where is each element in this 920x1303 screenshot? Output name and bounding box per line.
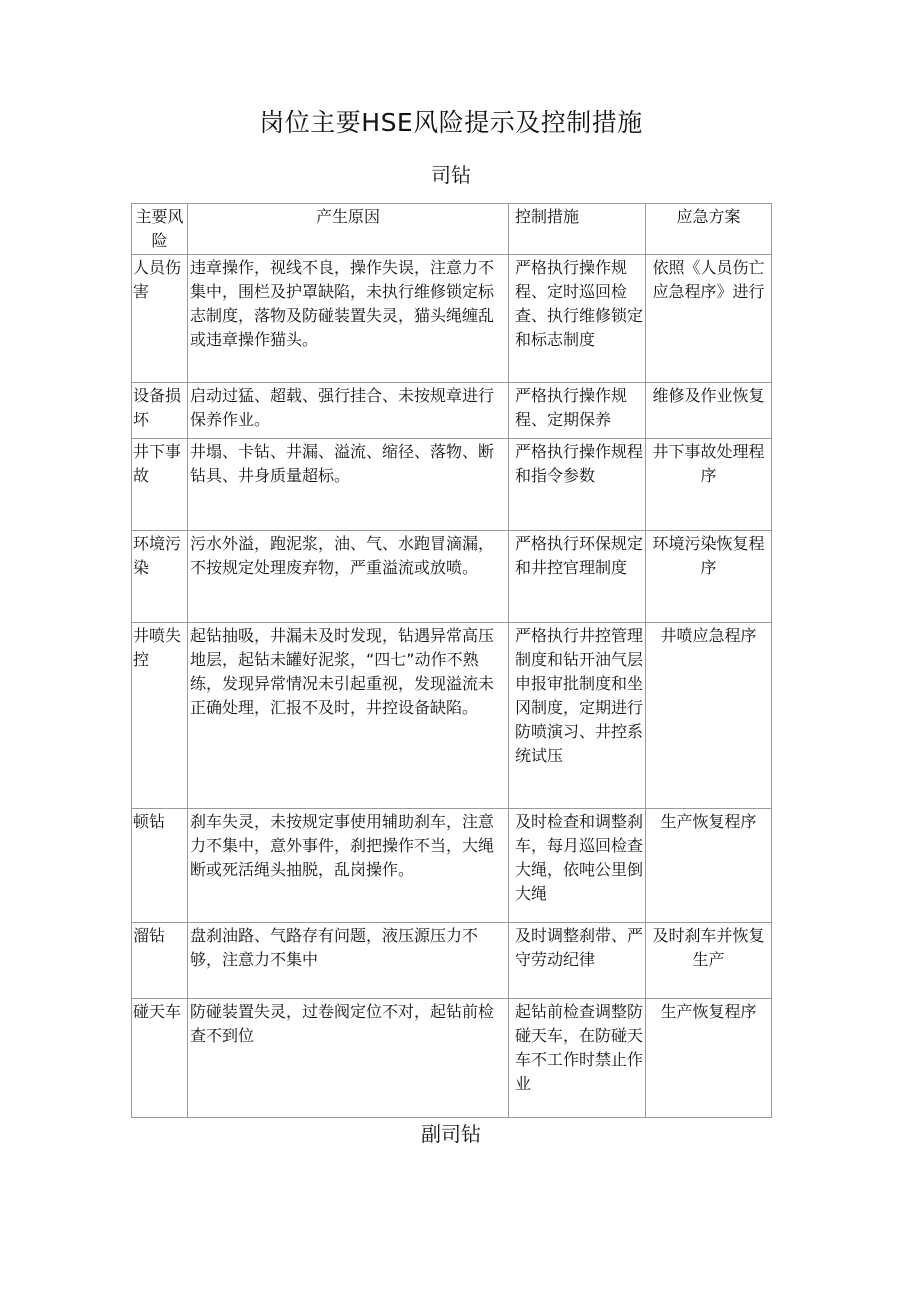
cell-plan: 及时刹车并恢复生产 xyxy=(646,923,772,999)
cell-cause: 起钻抽吸，井漏未及时发现，钻遇异常高压地层，起钻未罐好泥浆，“四七”动作不熟练，发现异常情况未引起重视，发现溢流未正确处理，汇报不及时，井控设备缺陷。 xyxy=(188,623,509,809)
table-row xyxy=(132,255,772,383)
table-row xyxy=(132,809,772,923)
cell-control: 严格执行操作规程、定期保养 xyxy=(509,383,646,439)
table-row xyxy=(132,383,772,439)
cell-plan: 井下事故处理程序 xyxy=(646,439,772,531)
header-cause: 产生原因 xyxy=(188,204,509,255)
cell-risk: 井喷失控 xyxy=(132,623,188,809)
cell-risk: 井下事故 xyxy=(132,439,188,531)
table-row xyxy=(132,531,772,623)
cell-cause: 污水外溢，跑泥浆，油、气、水跑冒滴漏，不按规定处理废弃物，严重溢流或放喷。 xyxy=(188,531,509,623)
risk-table xyxy=(131,203,772,1118)
cell-risk: 溜钻 xyxy=(132,923,188,999)
cell-cause: 防碰装置失灵，过卷阀定位不对，起钻前检查不到位 xyxy=(188,999,509,1118)
cell-control: 严格执行井控管理制度和钻开油气层申报审批制度和坐冈制度，定期进行防喷演习、井控系统试压 xyxy=(509,623,646,809)
cell-plan: 维修及作业恢复 xyxy=(646,383,772,439)
cell-control: 严格执行操作规程和指令参数 xyxy=(509,439,646,531)
cell-control: 起钻前检查调整防碰天车，在防碰天车不工作时禁止作业 xyxy=(509,999,646,1118)
cell-cause: 刹车失灵，未按规定事使用辅助刹车，注意力不集中，意外事件，刹把操作不当，大绳断或死活绳头抽脱，乱岗操作。 xyxy=(188,809,509,923)
table-header-row xyxy=(132,204,772,255)
section-title-driller: 司钻 xyxy=(431,163,471,187)
cell-control: 及时检查和调整刹车，每月巡回检查大绳，依吨公里倒大绳 xyxy=(509,809,646,923)
cell-control: 严格执行操作规程、定时巡回检查、执行维修锁定和标志制度 xyxy=(509,255,646,383)
cell-plan: 环境污染恢复程序 xyxy=(646,531,772,623)
header-plan: 应急方案 xyxy=(646,204,772,255)
header-risk: 主要风险 xyxy=(132,204,188,255)
cell-cause: 违章操作，视线不良，操作失误，注意力不集中，围栏及护罩缺陷，未执行维修锁定标志制度，落物及防碰装置失灵，猫头绳缠乱或违章操作猫头。 xyxy=(188,255,509,383)
cell-plan: 井喷应急程序 xyxy=(646,623,772,809)
cell-risk: 碰天车 xyxy=(132,999,188,1118)
cell-cause: 井塌、卡钻、井漏、溢流、缩径、落物、断钻具、井身质量超标。 xyxy=(188,439,509,531)
table-row xyxy=(132,923,772,999)
cell-risk: 人员伤害 xyxy=(132,255,188,383)
header-control: 控制措施 xyxy=(509,204,646,255)
cell-risk: 设备损坏 xyxy=(132,383,188,439)
table-row xyxy=(132,999,772,1118)
cell-cause: 启动过猛、超载、强行挂合、未按规章进行保养作业。 xyxy=(188,383,509,439)
cell-risk: 顿钻 xyxy=(132,809,188,923)
table-row xyxy=(132,623,772,809)
cell-plan: 依照《人员伤亡应急程序》进行 xyxy=(646,255,772,383)
cell-cause: 盘刹油路、气路存有问题，液压源压力不够，注意力不集中 xyxy=(188,923,509,999)
cell-plan: 生产恢复程序 xyxy=(646,999,772,1118)
page-title: 岗位主要HSE风险提示及控制措施 xyxy=(259,108,643,137)
cell-control: 及时调整刹带、严守劳动纪律 xyxy=(509,923,646,999)
section-title-assistant-driller: 副司钻 xyxy=(421,1122,481,1146)
cell-plan: 生产恢复程序 xyxy=(646,809,772,923)
cell-control: 严格执行环保规定和井控官理制度 xyxy=(509,531,646,623)
cell-risk: 环境污染 xyxy=(132,531,188,623)
table-row xyxy=(132,439,772,531)
